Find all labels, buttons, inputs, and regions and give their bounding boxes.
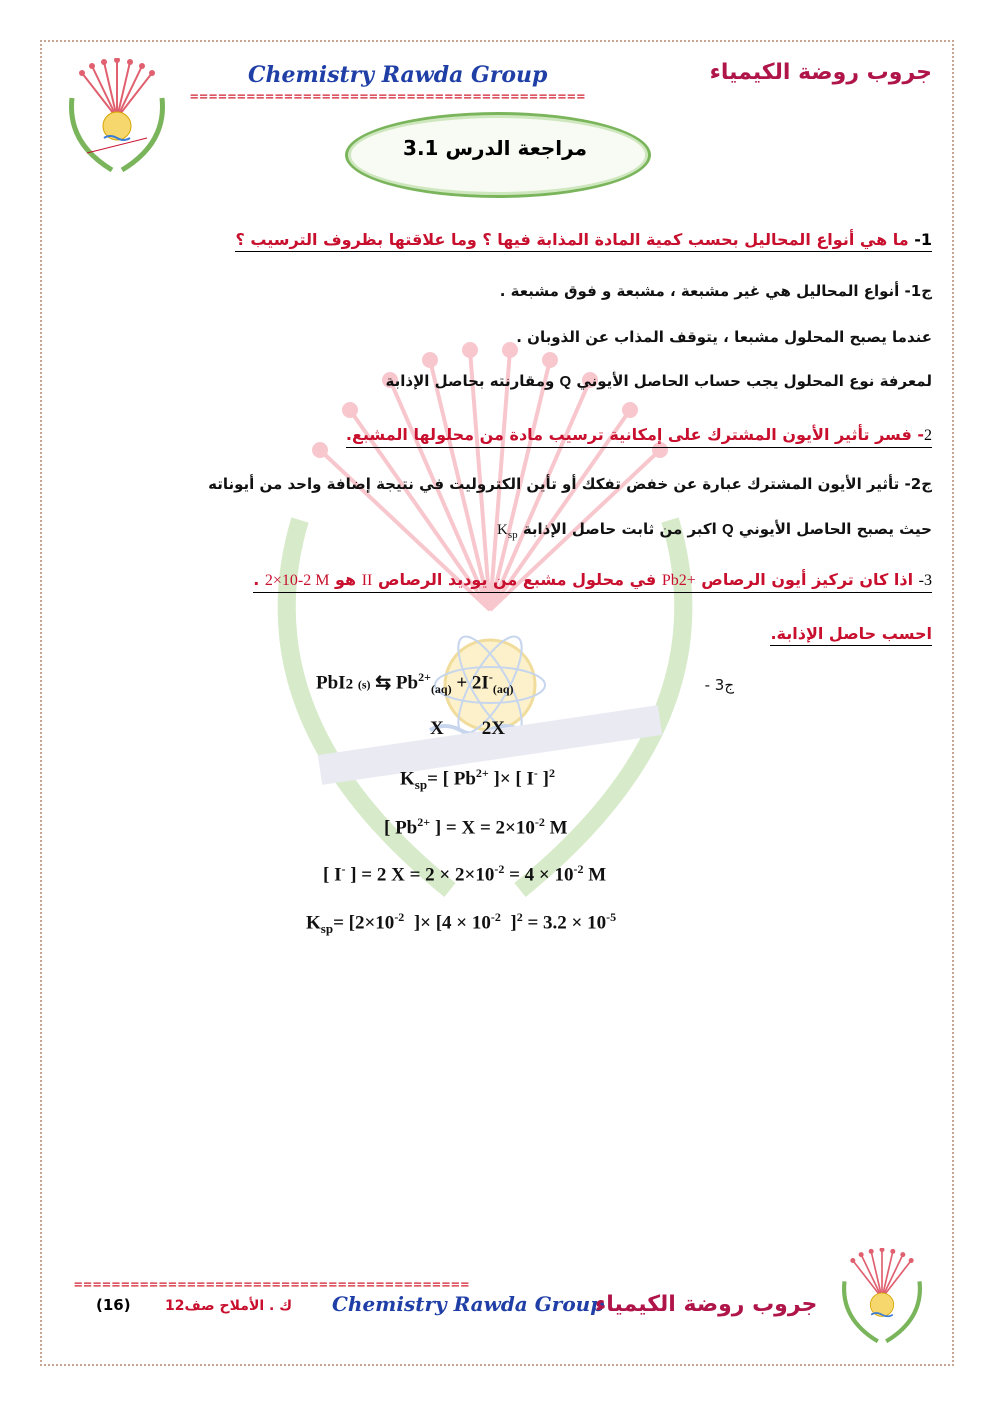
question-3-roman: II <box>361 572 373 589</box>
footer-brand-ar: جروب روضة الكيمياء <box>595 1292 818 1317</box>
page-number: (16) <box>96 1296 131 1314</box>
answer-2-line-2-b: اكبر من ثابت حاصل الإذابة <box>517 520 723 538</box>
question-3-text-b: في محلول مشبع من يوديد الرصاص <box>372 570 662 589</box>
question-3-concentration: 2×10-2 M <box>264 572 330 589</box>
footer-subject: ك . الأملاح صف12 <box>165 1298 293 1314</box>
question-2-number: 2 <box>924 427 932 444</box>
question-2-text: - فسر تأثير الأيون المشترك على إمكانية ترسيب مادة من محلولها المشبع. <box>345 425 924 444</box>
header-brand-en: Chemistry Rawda Group <box>248 62 548 88</box>
answer-1-line-1: ج1- أنواع المحاليل هي غير مشبعة ، مشبعة و فوق مشبعة . <box>499 282 932 300</box>
ksp-symbol: $K_{sp}$ <box>496 522 518 541</box>
question-3 <box>253 570 932 593</box>
chemistry-rawda-logo-icon <box>62 58 172 178</box>
header-separator: ========================================== <box>190 90 587 104</box>
equation-x: X 2X <box>430 718 505 739</box>
answer-1-line-2: عندما يصبح المحلول مشبعا ، يتوقف المذاب عن الذوبان . <box>516 328 932 346</box>
answer-1-line-3-b: ومقارنته بحاصل الإذابة <box>385 372 560 390</box>
answer-1-line-3 <box>386 372 933 390</box>
equation-i-concentration: [ I- ] = 2 $X = 2 \times 2\times 10^{-2} = 4 \times 10^{-2}$ M <box>323 862 607 886</box>
footer-brand-en: Chemistry Rawda Group <box>332 1292 605 1316</box>
equation-ksp-expression: $K_{sp}=$ [ $Pb^{2+}$ ]× [ I- ]$^2$ <box>400 766 555 793</box>
footer-logo-icon <box>832 1248 932 1348</box>
question-3-end: . <box>253 570 265 589</box>
equation-ksp-result: $K_{sp}= [2\times 10^{-2}$ ]× [$4 \times 10^{-2}$ ]$^2 = 3.2 \times 10^{-5}$ <box>306 910 617 937</box>
question-1-text: ما هي أنواع المحاليل بحسب كمية المادة المذابة فيها ؟ وما علاقتها بظروف الترسيب ؟ <box>235 230 909 249</box>
equation-reaction: PbI2 (s) ⇆ $Pb^{2+}_{(aq)} + 2I^-_{(aq)}$ <box>316 670 514 697</box>
lesson-title: مراجعة الدرس 3.1 <box>403 136 587 160</box>
answer-2-line-2-a: حيث يصبح الحاصل الأيوني <box>733 520 932 538</box>
quotient-symbol-2: Q <box>722 521 734 538</box>
question-3-number: 3- <box>918 572 932 589</box>
question-3-line-2: احسب حاصل الإذابة. <box>770 624 932 646</box>
header-brand-ar: جروب روضة الكيمياء <box>709 60 932 85</box>
question-1 <box>235 230 932 252</box>
question-3-text-a: اذا كان تركيز أيون الرصاص <box>695 570 919 589</box>
question-3-text-c: هو <box>329 570 362 589</box>
footer-separator: ========================================== <box>74 1278 471 1292</box>
answer-1-line-3-a: لمعرفة نوع المحلول يجب حساب الحاصل الأيوني <box>571 372 932 390</box>
question-2 <box>346 425 932 448</box>
question-1-number: 1- <box>914 230 932 249</box>
question-3-ion: Pb2+ <box>661 572 696 589</box>
equation-pb-concentration: [ $Pb^{2+}$ ] = $X = 2\times 10^{-2}$ M <box>384 815 568 839</box>
quotient-symbol: Q <box>559 373 572 390</box>
answer-3-label: ج3 - <box>704 676 734 694</box>
answer-2-line-1: ج2- تأثير الأيون المشترك عبارة عن خفض تفكك أو تأين الكتروليت في نتيجة إضافة واحد من أيوناته <box>208 475 932 493</box>
answer-2-line-2 <box>497 520 932 541</box>
